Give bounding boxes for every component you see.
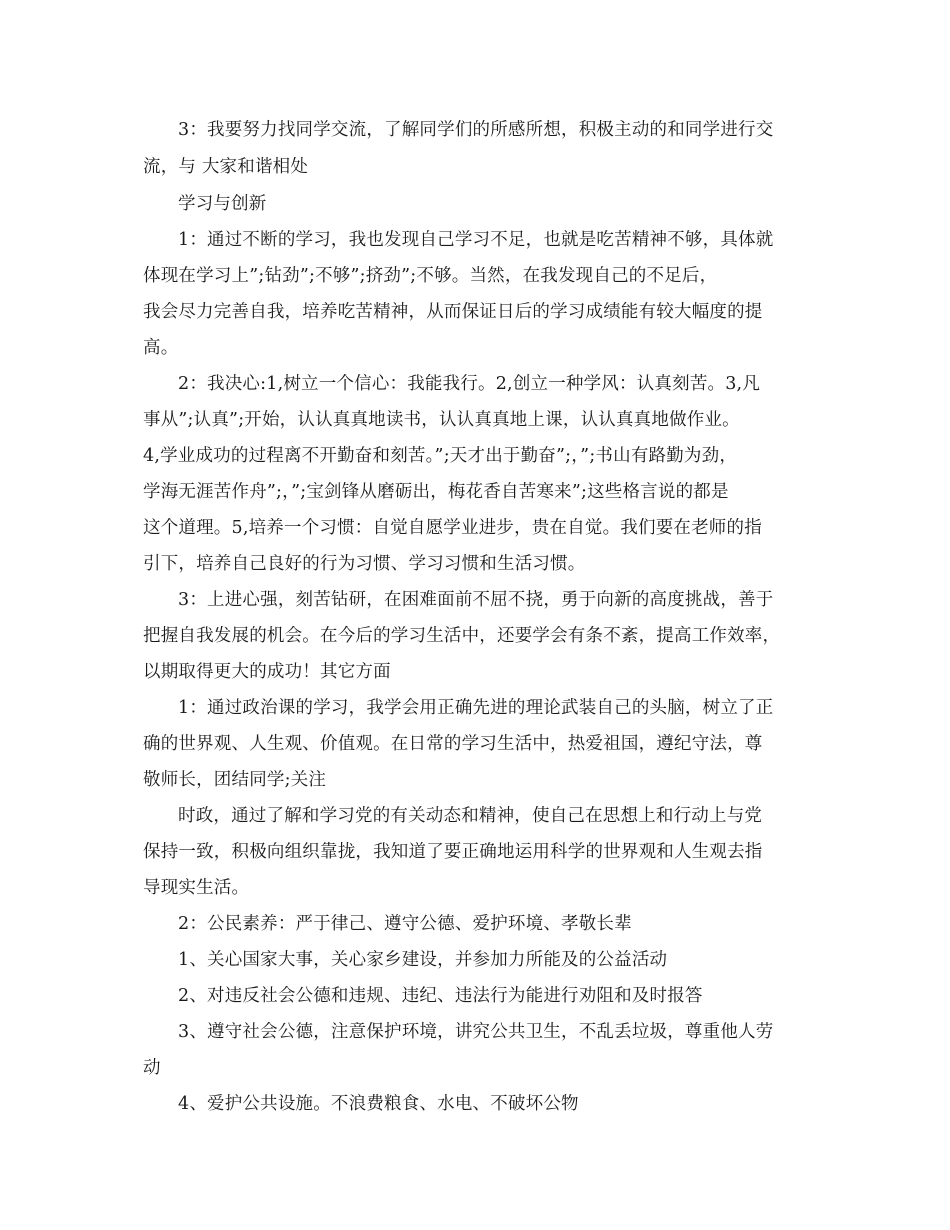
text-line: 我会尽力完善自我，培养吃苦精神，从而保证日后的学习成绩能有较大幅度的提 — [143, 302, 763, 322]
list-item: 2、对违反社会公德和违规、违纪、违法行为能进行劝阻和及时报答 — [178, 986, 703, 1006]
text-line: 保持一致，积极向组织靠拢，我知道了要正确地运用科学的世界观和人生观去指 — [143, 842, 763, 862]
text-line: 3：我要努力找同学交流，了解同学们的所感所想，积极主动的和同学进行交 — [178, 120, 774, 140]
text-line: 1：通过政治课的学习，我学会用正确先进的理论武装自己的头脑，树立了正 — [178, 698, 774, 718]
text-line: 确的世界观、人生观、价值观。在日常的学习生活中，热爱祖国，遵纪守法，尊 — [143, 734, 763, 754]
text-line: 这个道理。5,培养一个习惯：自觉自愿学业进步，贵在自觉。我们要在老师的指 — [143, 518, 762, 538]
text-line: 流，与 大家和谐相处 — [143, 157, 309, 177]
text-line: 引下，培养自己良好的行为习惯、学习习惯和生活习惯。 — [143, 554, 586, 574]
text-line: 以期取得更大的成功！其它方面 — [143, 662, 391, 682]
text-line: 时政，通过了解和学习党的有关动态和精神，使自己在思想上和行动上与党 — [178, 806, 763, 826]
section-heading: 学习与创新 — [178, 194, 267, 214]
text-line: 1：通过不断的学习，我也发现自己学习不足，也就是吃苦精神不够，具体就 — [178, 230, 774, 250]
text-line: 4,学业成功的过程离不开勤奋和刻苦。”;天才出于勤奋”;，”;书山有路勤为劲， — [143, 446, 738, 466]
text-line: 2：我决心:1,树立一个信心：我能我行。2,创立一种学风：认真刻苦。3,凡 — [178, 374, 761, 394]
text-line: 动 — [143, 1058, 161, 1078]
text-line: 把握自我发展的机会。在今后的学习生活中，还要学会有条不紊，提高工作效率， — [143, 626, 781, 646]
text-line: 3：上进心强，刻苦钻研，在困难面前不屈不挠，勇于向新的高度挑战，善于 — [178, 590, 774, 610]
list-item: 1、关心国家大事，关心家乡建设，并参加力所能及的公益活动 — [178, 950, 668, 970]
text-line: 高。 — [143, 338, 179, 358]
text-line: 敬师长，团结同学;关注 — [143, 770, 327, 790]
text-line: 2：公民素养：严于律己、遵守公德、爱护环境、孝敬长辈 — [178, 914, 632, 934]
list-item: 4、爱护公共设施。不浪费粮食、水电、不破坏公物 — [178, 1094, 579, 1114]
text-line: 体现在学习上”;钻劲”;不够”;挤劲”;不够。当然，在我发现自己的不足后， — [143, 266, 718, 286]
text-line: 导现实生活。 — [143, 878, 250, 898]
list-item: 3、遵守社会公德，注意保护环境，讲究公共卫生，不乱丢垃圾，尊重他人劳 — [178, 1022, 774, 1042]
text-line: 学海无涯苦作舟”;，”;宝剑锋从磨砺出，梅花香自苦寒来”;这些格言说的都是 — [143, 482, 729, 502]
text-line: 事从”;认真”;开始，认认真真地读书，认认真真地上课，认认真真地做作业。 — [143, 410, 740, 430]
